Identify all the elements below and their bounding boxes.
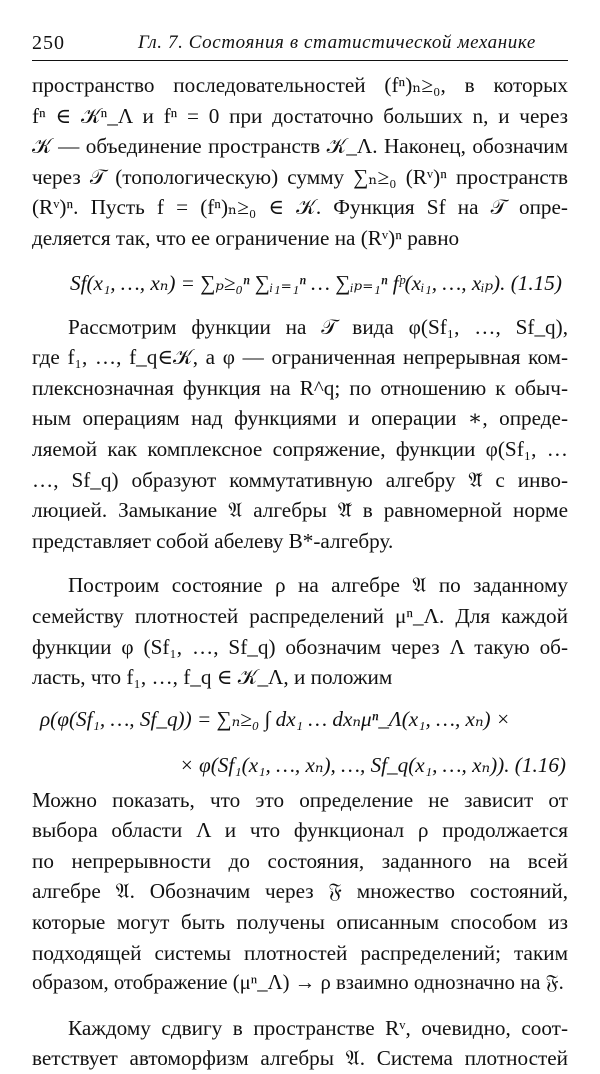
- text-line: образом, отображение (μⁿ_Λ) → ρ взаимно однозначно на 𝔉.: [32, 972, 564, 995]
- paragraph-5: [32, 1013, 568, 1074]
- text-line: подходящей системы плотностей распределений; таким: [32, 940, 568, 965]
- text-line: плекснозначная функция на R^q; по отношению к обыч-: [32, 375, 568, 400]
- formula-1-16-line-1: ρ(φ(Sf₁, …, Sf_q)) = ∑ₙ≥₀ ∫ dx₁ … dxₙμⁿ_Λ(x₁, …, xₙ) ×: [40, 706, 511, 731]
- paragraph-4: [32, 785, 568, 999]
- text-line: выбора области Λ и что функционал ρ продолжается: [32, 818, 568, 843]
- text-line: ветствует автоморфизм алгебры 𝔄. Система плотностей: [32, 1046, 568, 1071]
- paragraph-3: [32, 570, 568, 692]
- formula-1-16-line-2: × φ(Sf₁(x₁, …, xₙ), …, Sf_q(x₁, …, xₙ)). (1.16): [179, 752, 566, 777]
- text-line: пространство последовательностей (fⁿ)ₙ≥₀, в которых: [32, 73, 568, 97]
- text-line: (Rᵛ)ⁿ. Пусть f = (fⁿ)ₙ≥₀ ∈ 𝒦. Функция Sf на 𝒯 опре-: [32, 195, 568, 220]
- text-line: где f₁, …, f_q∈𝒦, а φ — ограниченная непрерывная ком-: [32, 345, 568, 370]
- text-line: 𝒦 — объединение пространств 𝒦_Λ. Наконец, обозначим: [32, 134, 568, 159]
- page-number: 250: [32, 32, 65, 54]
- text-line: fⁿ ∈ 𝒦ⁿ_Λ и fⁿ = 0 при достаточно больших n, и через: [32, 103, 568, 128]
- text-line: ласть, что f₁, …, f_q ∈ 𝒦_Λ, и положим: [32, 665, 393, 690]
- text-line: по непрерывности до состояния, заданного на всей: [32, 848, 568, 873]
- text-line: ляемой как комплексное сопряжение, функции φ(Sf₁, …: [32, 436, 568, 461]
- text-line: …, Sf_q) образуют коммутативную алгебру 𝔄̃ с инво-: [32, 467, 568, 492]
- formula-1-15: Sf(x₁, …, xₙ) = ∑ₚ≥₀ⁿ ∑ᵢ₁₌₁ⁿ … ∑ᵢₚ₌₁ⁿ fᵖ(xᵢ₁, …, xᵢₚ). (1.15): [70, 270, 562, 295]
- text-line: представляет собой абелеву B*-алгебру.: [32, 528, 394, 553]
- page-body: [32, 70, 568, 1074]
- text-line: деляется так, что ее ограничение на (Rᵛ)ⁿ равно: [32, 225, 460, 250]
- running-head: Гл. 7. Состояния в статистической механике: [138, 32, 536, 53]
- text-line: через 𝒯 (топологическую) сумму ∑ₙ≥₀ (Rᵛ)ⁿ пространств: [32, 164, 568, 189]
- paragraph-2: [32, 312, 568, 557]
- text-line: ным операциям над функциями и операции ∗, опреде-: [32, 406, 568, 431]
- text-line: Можно показать, что это определение не зависит от: [32, 787, 568, 812]
- page-header: [32, 26, 568, 61]
- text-line: которые могут быть получены описанным способом из: [32, 910, 568, 935]
- text-line: Каждому сдвигу в пространстве Rᵛ, очевидно, соот-: [68, 1015, 568, 1040]
- text-line: Построим состояние ρ на алгебре 𝔄 по заданному: [68, 573, 568, 598]
- text-line: алгебре 𝔄. Обозначим через 𝔉 множество состояний,: [32, 879, 568, 904]
- text-line: семейству плотностей распределений μⁿ_Λ. Для каждой: [32, 603, 568, 628]
- text-line: люцией. Замыкание 𝔄 алгебры 𝔄̃ в равномерной норме: [32, 498, 568, 523]
- text-line: Рассмотрим функции на 𝒯 вида φ(Sf₁, …, Sf_q),: [68, 314, 568, 339]
- paragraph-1: [32, 70, 568, 254]
- text-line: функции φ (Sf₁, …, Sf_q) обозначим через Λ такую об-: [32, 634, 568, 659]
